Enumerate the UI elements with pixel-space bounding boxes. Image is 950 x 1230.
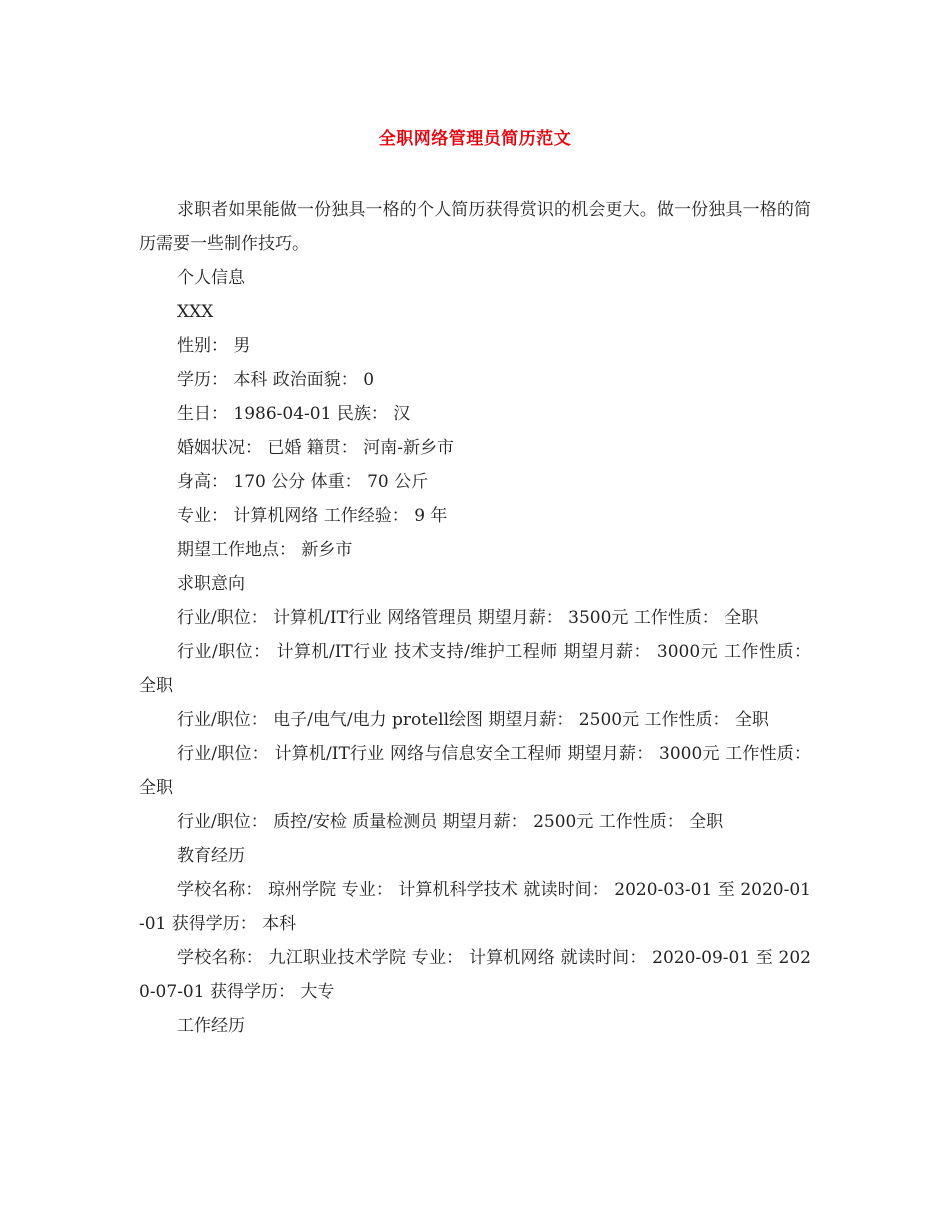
desired-location-line: 期望工作地点： 新乡市: [177, 540, 353, 560]
section-heading-personal-info: 个人信息: [177, 268, 245, 288]
name-line: XXX: [177, 302, 214, 322]
education-item: 学校名称： 琼州学院 专业： 计算机科学技术 就读时间： 2020-03-01 至 2020-01-01 获得学历： 本科: [139, 880, 811, 934]
job-intention-item: 行业/职位： 质控/安检 质量检测员 期望月薪： 2500元 工作性质： 全职: [177, 812, 724, 832]
section-heading-job-intention: 求职意向: [177, 574, 245, 594]
document-title: 全职网络管理员简历范文: [378, 129, 572, 149]
job-intention-item: 行业/职位： 计算机/IT行业 网络管理员 期望月薪： 3500元 工作性质： 全职: [177, 608, 759, 628]
job-intention-item: 行业/职位： 计算机/IT行业 网络与信息安全工程师 期望月薪： 3000元 工作性质： 全职: [139, 744, 811, 798]
major-experience-line: 专业： 计算机网络 工作经验： 9 年: [177, 506, 448, 526]
job-intention-item: 行业/职位： 计算机/IT行业 技术支持/维护工程师 期望月薪： 3000元 工作性质： 全职: [139, 642, 811, 696]
education-item: 学校名称： 九江职业技术学院 专业： 计算机网络 就读时间： 2020-09-01 至 2020-07-01 获得学历： 大专: [139, 948, 811, 1002]
education-politics-line: 学历： 本科 政治面貌： 0: [177, 370, 375, 390]
marital-hometown-line: 婚姻状况： 已婚 籍贯： 河南-新乡市: [177, 438, 454, 458]
intro-paragraph: 求职者如果能做一份独具一格的个人简历获得赏识的机会更大。做一份独具一格的简历需要一些制作技巧。: [139, 200, 811, 254]
height-weight-line: 身高： 170 公分 体重： 70 公斤: [177, 472, 429, 492]
gender-line: 性别： 男: [177, 336, 251, 356]
section-heading-work-experience: 工作经历: [177, 1016, 245, 1036]
job-intention-item: 行业/职位： 电子/电气/电力 protell绘图 期望月薪： 2500元 工作性质： 全职: [177, 710, 769, 730]
document-body: [139, 193, 811, 1043]
section-heading-education: 教育经历: [177, 846, 245, 866]
birthday-ethnicity-line: 生日： 1986-04-01 民族： 汉: [177, 404, 411, 424]
